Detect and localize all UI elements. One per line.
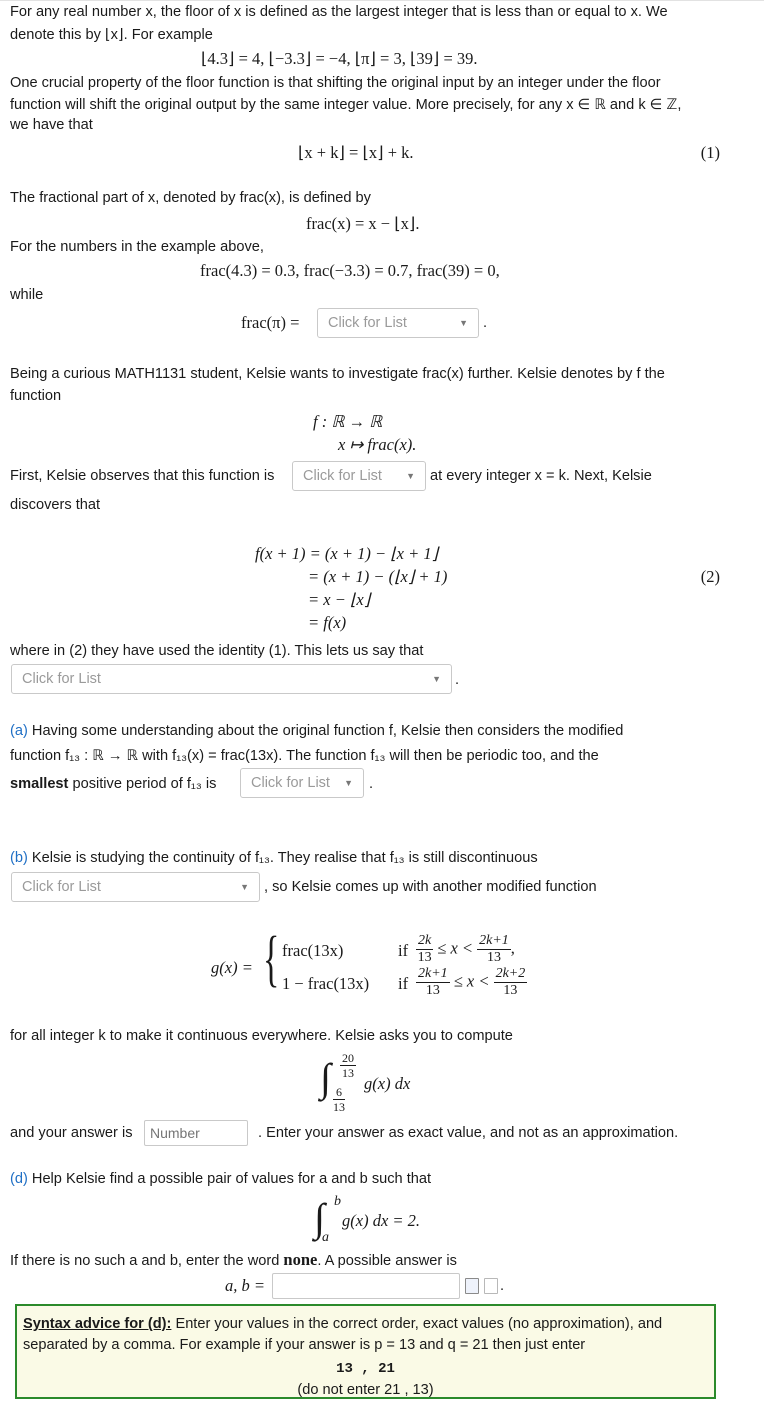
advice-example-code: 13 , 21 xyxy=(336,1361,395,1377)
chevron-down-icon: ▼ xyxy=(406,471,415,481)
frac-pi-select[interactable] xyxy=(317,308,479,338)
intro-line1: For any real number x, the floor of x is defined as the largest integer that is less than or equal to x. We xyxy=(10,4,668,20)
equation-2-label: (2) xyxy=(700,567,720,586)
part-a-text1: Having some understanding about the original function f, Kelsie then considers the modified xyxy=(31,723,624,739)
advice-do-not: (do not enter 21 , 13) xyxy=(297,1382,434,1398)
part-d-line1 xyxy=(10,1171,431,1187)
advice-text1: Enter your values in the correct order, exact values (no approximation), and xyxy=(171,1316,663,1332)
frac-definition-text: The fractional part of x, denoted by frac(x), is defined by xyxy=(10,190,371,206)
while-text: while xyxy=(10,287,44,303)
c1-rel: ≤ x < xyxy=(437,938,474,958)
kelsie-line1: Being a curious MATH1131 student, Kelsie wants to investigate frac(x) further. Kelsie denotes by f the xyxy=(10,366,665,382)
part-a-line1 xyxy=(10,723,623,739)
chevron-down-icon: ▼ xyxy=(344,778,353,788)
integrand-d: g(x) dx = 2. xyxy=(342,1211,421,1230)
eq2-line2: = (x + 1) − (⌊x⌋ + 1) xyxy=(308,567,448,586)
part-d-label: (d) xyxy=(10,1171,28,1187)
upper-num: 20 xyxy=(342,1051,354,1065)
integral-lower-limit xyxy=(333,1086,345,1113)
none-pre: If there is no such a and b, enter the word xyxy=(10,1253,280,1269)
part-a-line2: function f₁₃ : ℝ → ℝ with f₁₃(x) = frac(13x). The function f₁₃ will then be periodic too, and the xyxy=(10,748,599,764)
advice-line1 xyxy=(23,1314,708,1335)
observe-line2: discovers that xyxy=(10,497,101,513)
upper-den: 13 xyxy=(342,1066,354,1080)
equation-1-label: (1) xyxy=(700,143,720,162)
continuity-select[interactable] xyxy=(292,461,426,491)
part-b-line1 xyxy=(10,850,538,866)
c2-a-num: 2k+1 xyxy=(418,966,448,981)
c1-b-den: 13 xyxy=(486,950,501,965)
integral-upper-b: b xyxy=(334,1194,341,1209)
periodic-select-label: Click for List xyxy=(22,671,101,687)
for-all-text: for all integer k to make it continuous everywhere. Kelsie asks you to compute xyxy=(10,1028,513,1044)
discontinuity-select-label: Click for List xyxy=(22,879,101,895)
frac-examples-intro: For the numbers in the example above, xyxy=(10,239,264,255)
part-b-text1: Kelsie is studying the continuity of f₁₃. They realise that f₁₃ is still discontinuous xyxy=(31,850,538,866)
periodic-dot: . xyxy=(455,672,460,688)
case2-if: if xyxy=(398,974,409,993)
lower-frac xyxy=(333,1086,345,1113)
case1-condition xyxy=(416,934,515,965)
integral-answer-input[interactable] xyxy=(144,1120,248,1146)
period-select-label: Click for List xyxy=(251,775,330,791)
answer-pre: and your answer is xyxy=(10,1125,133,1141)
preview-icon[interactable] xyxy=(465,1278,479,1294)
equation-1: ⌊x + k⌋ = ⌊x⌋ + k. xyxy=(298,143,414,162)
c1-end: , xyxy=(510,938,515,958)
continuity-select-label: Click for List xyxy=(303,468,382,484)
document-icon[interactable] xyxy=(484,1278,498,1294)
ab-dot: . xyxy=(500,1278,505,1294)
lower-den: 13 xyxy=(333,1100,345,1114)
c1-a-num: 2k xyxy=(418,933,432,948)
c2-b-num: 2k+2 xyxy=(495,966,526,981)
none-word: none xyxy=(283,1250,318,1269)
none-post: . A possible answer is xyxy=(317,1253,457,1269)
part-b-line2: , so Kelsie comes up with another modified function xyxy=(264,879,597,895)
frac-definition-eq: frac(x) = x − ⌊x⌋. xyxy=(306,214,420,233)
property-line2: function will shift the original output by the same integer value. More precisely, for any x ∈ ℝ and k ∈ ℤ, xyxy=(10,97,682,113)
smallest-bold: smallest xyxy=(10,776,69,792)
case2-upper-frac xyxy=(494,967,528,998)
c1-a-den: 13 xyxy=(417,950,432,965)
frac-examples: frac(4.3) = 0.3, frac(−3.3) = 0.7, frac(39) = 0, xyxy=(200,261,500,280)
case1-expr: frac(13x) xyxy=(282,941,344,960)
none-line xyxy=(10,1250,457,1270)
g-lhs: g(x) = xyxy=(211,958,253,977)
periodic-select[interactable] xyxy=(11,664,452,694)
frac-pi-dot: . xyxy=(483,315,488,331)
observe-pre: First, Kelsie observes that this function is xyxy=(10,468,275,484)
integral-upper-limit xyxy=(340,1052,356,1079)
map-rule: x ↦ frac(x). xyxy=(338,435,417,454)
discontinuity-select[interactable] xyxy=(11,872,260,902)
c2-a-den: 13 xyxy=(425,983,440,998)
period-select[interactable] xyxy=(240,768,364,798)
c2-rel: ≤ x < xyxy=(453,971,490,991)
c2-b-den: 13 xyxy=(503,983,518,998)
ab-answer-input[interactable] xyxy=(272,1273,460,1299)
upper-frac xyxy=(340,1052,356,1079)
piecewise-brace: { xyxy=(263,925,280,993)
intro-line2: denote this by ⌊x⌋. For example xyxy=(10,27,213,43)
map-domain: f : ℝ → ℝ xyxy=(313,412,383,431)
chevron-down-icon: ▼ xyxy=(432,674,441,684)
answer-post: . Enter your answer as exact value, and not as an approximation. xyxy=(258,1125,679,1141)
period-dot: . xyxy=(369,776,374,792)
chevron-down-icon: ▼ xyxy=(240,882,249,892)
advice-line2: separated by a comma. For example if your answer is p = 13 and q = 21 then just enter xyxy=(23,1337,586,1353)
part-a-text3: positive period of f₁₃ is xyxy=(72,776,217,792)
case1-lower-frac xyxy=(416,934,433,965)
part-b-label: (b) xyxy=(10,850,28,866)
integral-sign-d: ∫ xyxy=(314,1195,325,1240)
part-a-label: (a) xyxy=(10,723,28,739)
case2-lower-frac xyxy=(416,967,450,998)
floor-examples: ⌊4.3⌋ = 4, ⌊−3.3⌋ = −4, ⌊π⌋ = 3, ⌊39⌋ = 39. xyxy=(201,49,478,68)
ab-lhs: a, b = xyxy=(225,1276,266,1295)
where-text: where in (2) they have used the identity (1). This lets us say that xyxy=(10,643,424,659)
top-divider xyxy=(0,0,764,1)
case2-expr: 1 − frac(13x) xyxy=(282,974,370,993)
property-line1: One crucial property of the floor function is that shifting the original input by an integer under the floor xyxy=(10,75,661,91)
eq2-line4: = f(x) xyxy=(308,613,347,632)
syntax-advice-box xyxy=(15,1304,716,1399)
case1-upper-frac xyxy=(477,934,511,965)
observe-post: at every integer x = k. Next, Kelsie xyxy=(430,468,652,484)
eq2-line3: = x − ⌊x⌋ xyxy=(308,590,371,609)
advice-title: Syntax advice for (d): xyxy=(23,1316,172,1332)
property-line3: we have that xyxy=(10,117,93,133)
frac-pi-lhs: frac(π) = xyxy=(241,313,300,332)
frac-pi-select-label: Click for List xyxy=(328,315,407,331)
integrand-b: g(x) dx xyxy=(364,1074,411,1093)
c1-b-num: 2k+1 xyxy=(479,933,509,948)
case1-if: if xyxy=(398,941,409,960)
integral-sign: ∫ xyxy=(320,1055,331,1100)
kelsie-line2: function xyxy=(10,388,62,404)
advice-example xyxy=(23,1358,708,1380)
lower-num: 6 xyxy=(333,1086,345,1100)
integral-lower-a: a xyxy=(322,1230,329,1245)
part-d-text1: Help Kelsie find a possible pair of values for a and b such that xyxy=(31,1171,432,1187)
eq2-line1: f(x + 1) = (x + 1) − ⌊x + 1⌋ xyxy=(255,544,439,563)
case2-condition xyxy=(416,967,527,998)
chevron-down-icon: ▼ xyxy=(459,318,468,328)
part-a-line3 xyxy=(10,776,216,792)
